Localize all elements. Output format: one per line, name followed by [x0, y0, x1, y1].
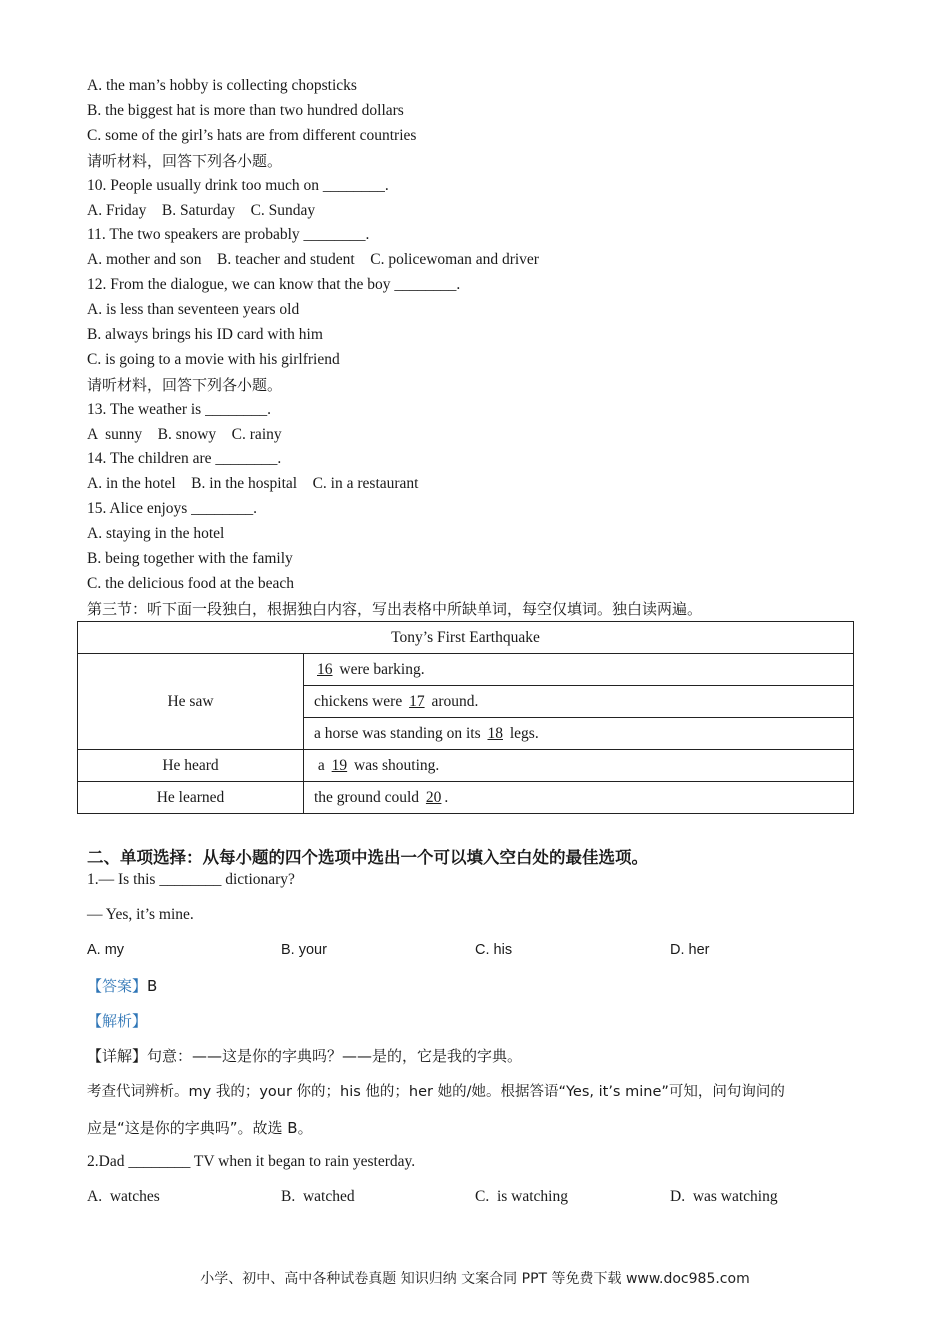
q15-option-c: C. the delicious food at the beach: [87, 575, 295, 592]
q2-option-b: B. watched: [281, 1188, 355, 1205]
cell-text: the ground could: [314, 788, 423, 806]
question-1: 1.— Is this ________ dictionary?: [87, 871, 295, 888]
question-11: 11. The two speakers are probably ________.: [87, 226, 370, 243]
blank-19: 19: [331, 756, 348, 774]
cell-text: around.: [427, 692, 479, 710]
q12-option-c: C. is going to a movie with his girlfriend: [87, 351, 340, 368]
q2-option-a: A. watches: [87, 1188, 160, 1205]
question-13: 13. The weather is ________.: [87, 401, 271, 418]
q15-option-b: B. being together with the family: [87, 550, 293, 567]
q1-option-c: C. his: [475, 942, 513, 958]
detail-text: 【详解】句意：——这是你的字典吗？——是的，它是我的字典。: [87, 1047, 523, 1065]
blank-17: 17: [409, 692, 425, 710]
question-11-options: A. mother and son B. teacher and student C. policewoman and driver: [87, 251, 539, 268]
page-footer: 小学、初中、高中各种试卷真题 知识归纳 文案合同 PPT 等免费下载 www.doc985.com: [200, 1271, 750, 1287]
earthquake-table: [77, 621, 854, 814]
q9-option-b: B. the biggest hat is more than two hundred dollars: [87, 102, 404, 119]
table-cell: [304, 718, 854, 750]
q1-option-d: D. her: [670, 942, 710, 958]
table-cell: [304, 782, 854, 814]
row-label-learned: He learned: [78, 782, 304, 814]
cell-text: .: [444, 788, 449, 806]
explanation-line-2: 应是“这是你的字典吗”。故选 B。: [87, 1119, 313, 1137]
answer-line: [87, 975, 157, 996]
blank-20: 20: [425, 788, 442, 806]
q1-option-b: B. your: [281, 942, 327, 958]
question-10: 10. People usually drink too much on ________.: [87, 177, 389, 194]
cell-text: were barking.: [335, 660, 425, 678]
cell-text: a: [314, 756, 329, 774]
cell-text: legs.: [505, 724, 539, 742]
question-2: 2.Dad ________ TV when it began to rain yesterday.: [87, 1153, 416, 1170]
question-12: 12. From the dialogue, we can know that the boy ________.: [87, 276, 461, 293]
answer-tag: 【答案】: [87, 977, 148, 995]
table-cell: [304, 750, 854, 782]
answer-value: B: [147, 977, 158, 995]
q9-option-c: C. some of the girl’s hats are from different countries: [87, 127, 417, 144]
q15-option-a: A. staying in the hotel: [87, 525, 225, 542]
cell-text: a horse was standing on its: [314, 724, 485, 742]
q12-option-b: B. always brings his ID card with him: [87, 326, 323, 343]
section-heading: 二、单项选择：从每小题的四个选项中选出一个可以填入空白处的最佳选项。: [87, 848, 648, 867]
question-15: 15. Alice enjoys ________.: [87, 500, 258, 517]
row-label-heard: He heard: [78, 750, 304, 782]
question-14-options: A. in the hotel B. in the hospital C. in a restaurant: [87, 475, 419, 492]
cell-text: chickens were: [314, 692, 407, 710]
q2-option-c: C. is watching: [475, 1188, 568, 1205]
blank-18: 18: [487, 724, 503, 742]
table-cell: [304, 686, 854, 718]
analysis-tag: 【解析】: [87, 1012, 148, 1030]
blank-16: 16: [317, 660, 333, 678]
table-cell: [304, 654, 854, 686]
question-1-reply: — Yes, it’s mine.: [87, 906, 194, 923]
question-13-options: A sunny B. snowy C. rainy: [87, 426, 282, 443]
q12-option-a: A. is less than seventeen years old: [87, 301, 300, 318]
cell-text: was shouting.: [350, 756, 440, 774]
question-14: 14. The children are ________.: [87, 450, 282, 467]
table-title: Tony’s First Earthquake: [78, 622, 854, 654]
q1-option-a: A. my: [87, 942, 125, 958]
listening-instruction: 请听材料，回答下列各小题。: [87, 152, 283, 170]
q2-option-d: D. was watching: [670, 1188, 778, 1205]
row-label-saw: He saw: [78, 654, 304, 750]
section3-instruction: 第三节：听下面一段独白，根据独白内容，写出表格中所缺单词，每空仅填词。独白读两遍。: [87, 600, 703, 618]
question-10-options: A. Friday B. Saturday C. Sunday: [87, 202, 316, 219]
explanation-line-1: 考查代词辨析。my 我的；your 你的；his 他的；her 她的/她。根据答语“Yes, it’s mine”可知，问句询问的: [87, 1084, 785, 1100]
q9-option-a: A. the man’s hobby is collecting chopsticks: [87, 77, 357, 94]
listening-instruction: 请听材料，回答下列各小题。: [87, 376, 283, 394]
